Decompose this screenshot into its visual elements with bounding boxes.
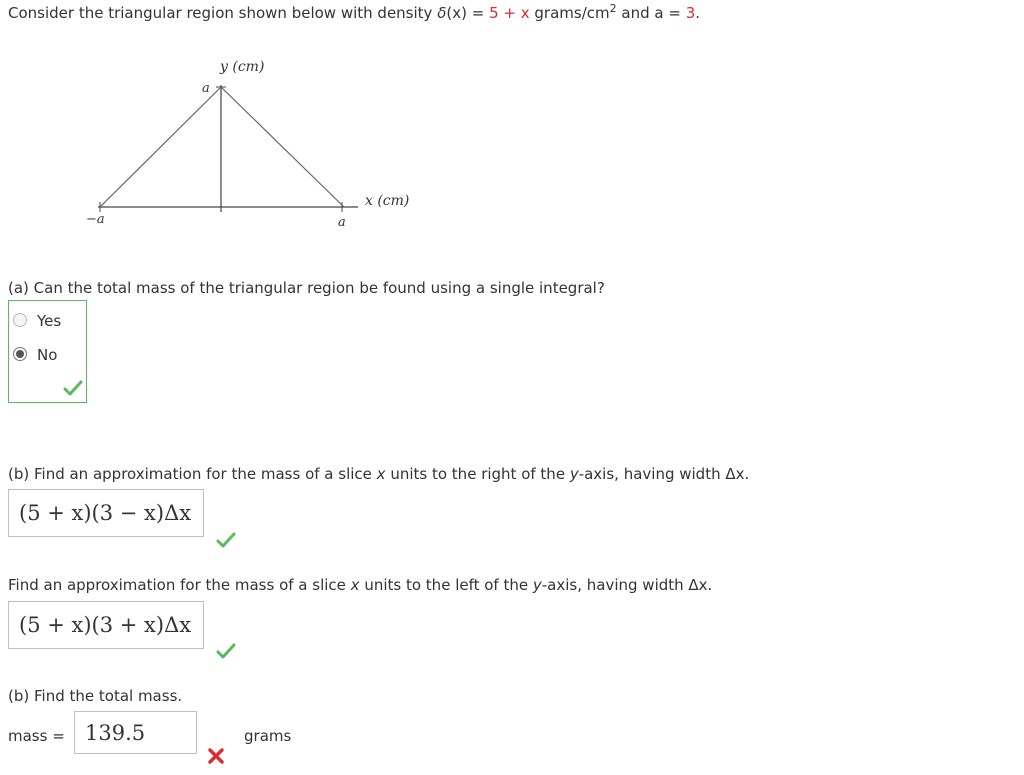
radio-yes[interactable] — [13, 313, 27, 327]
units-exponent: 2 — [609, 2, 617, 15]
delta-symbol: δ — [437, 4, 447, 22]
x-axis-label: x (cm) — [365, 193, 410, 209]
equals-sign: = — [466, 4, 490, 22]
problem-statement — [8, 2, 700, 22]
checkmark-icon — [63, 380, 83, 396]
cross-icon — [207, 747, 225, 765]
left-slice-answer: (5 + x)(3 + x)Δx — [19, 613, 192, 637]
checkmark-icon — [216, 532, 236, 548]
part-a-question: (a) Can the total mass of the triangular region be found using a single integral? — [8, 279, 605, 297]
top-a-label: a — [202, 81, 210, 96]
mass-value: 139.5 — [85, 720, 146, 745]
mass-label: mass = — [8, 727, 65, 745]
question-text: units to the left of the — [359, 576, 533, 594]
and-a-text: and a = — [616, 4, 686, 22]
right-slice-answer-input[interactable] — [8, 489, 204, 537]
option-no-label[interactable]: No — [37, 346, 58, 364]
part-b-right-question — [8, 465, 749, 483]
y-var: y — [569, 465, 579, 483]
left-a-label: −a — [86, 212, 105, 227]
question-text: (b) Find an approximation for the mass of a slice — [8, 465, 377, 483]
left-slice-answer-input[interactable] — [8, 601, 204, 649]
option-yes-label[interactable]: Yes — [37, 312, 62, 330]
mass-unit: grams — [244, 727, 292, 745]
question-text: Find an approximation for the mass of a slice — [8, 576, 351, 594]
mass-input[interactable] — [74, 711, 197, 754]
y-axis-label: y (cm) — [220, 59, 265, 75]
right-a-label: a — [338, 215, 346, 230]
right-slice-answer: (5 + x)(3 − x)Δx — [19, 501, 192, 525]
triangle-right-edge — [221, 87, 344, 207]
density-units: grams/cm — [529, 4, 610, 22]
intro-text: Consider the triangular region shown below with density — [8, 4, 433, 22]
density-expression: 5 + x — [489, 4, 530, 22]
x-var: x — [350, 576, 360, 594]
triangle-figure — [80, 50, 440, 240]
question-text: -axis, having width Δx. — [541, 576, 713, 594]
a-value: 3 — [685, 4, 696, 22]
x-var: x — [376, 465, 386, 483]
y-var: y — [532, 576, 542, 594]
checkmark-icon — [216, 643, 236, 659]
part-b-left-question — [8, 576, 712, 594]
triangle-left-edge — [100, 87, 221, 207]
question-text: units to the right of the — [385, 465, 570, 483]
question-text: -axis, having width Δx. — [578, 465, 750, 483]
period: . — [695, 4, 701, 22]
part-b-total-question: (b) Find the total mass. — [8, 687, 183, 705]
delta-arg: (x) — [446, 4, 467, 22]
radio-no[interactable] — [13, 347, 27, 361]
